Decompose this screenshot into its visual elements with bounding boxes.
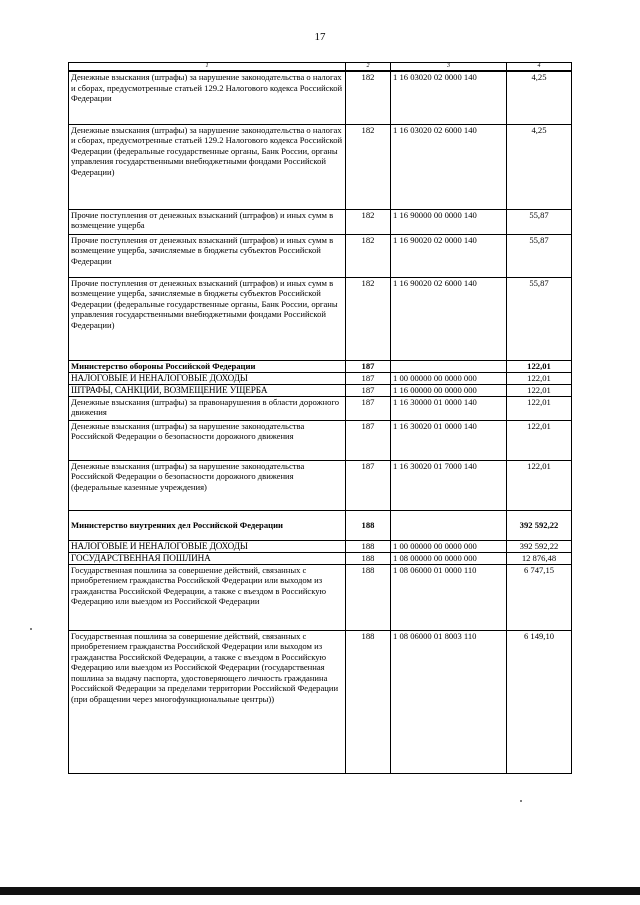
row-amount: 122,01 bbox=[507, 460, 572, 510]
row-admin-code: 188 bbox=[346, 564, 391, 630]
table-row bbox=[69, 372, 572, 384]
row-name: НАЛОГОВЫЕ И НЕНАЛОГОВЫЕ ДОХОДЫ bbox=[69, 540, 346, 552]
row-budget-code: 1 16 03020 02 0000 140 bbox=[391, 71, 507, 124]
row-name: Денежные взыскания (штрафы) за нарушение законодательства Российской Федерации о безопасности дорожного движения bbox=[69, 420, 346, 460]
row-admin-code: 188 bbox=[346, 540, 391, 552]
table-header-row bbox=[69, 63, 572, 72]
row-budget-code: 1 08 00000 00 0000 000 bbox=[391, 552, 507, 564]
row-amount: 4,25 bbox=[507, 71, 572, 124]
row-admin-code: 187 bbox=[346, 460, 391, 510]
table-row bbox=[69, 564, 572, 630]
row-name: Денежные взыскания (штрафы) за нарушение законодательства о налогах и сборах, предусмотренные статьей 129.2 Налогового кодекса Российской Федерации (федеральные государственные органы, Банк России, органы управления государственными внебюджетными фондами Российской Федерации) bbox=[69, 124, 346, 209]
table-row bbox=[69, 552, 572, 564]
row-name: Денежные взыскания (штрафы) за нарушение законодательства о налогах и сборах, предусмотренные статьей 129.2 Налогового кодекса Российской Федерации bbox=[69, 71, 346, 124]
header-col-2: 2 bbox=[346, 63, 391, 72]
table-row bbox=[69, 630, 572, 773]
row-budget-code: 1 16 30020 01 7000 140 bbox=[391, 460, 507, 510]
row-amount: 392 592,22 bbox=[507, 540, 572, 552]
table-row bbox=[69, 71, 572, 124]
row-amount: 6 747,15 bbox=[507, 564, 572, 630]
row-amount: 122,01 bbox=[507, 420, 572, 460]
table-row bbox=[69, 209, 572, 234]
row-amount: 4,25 bbox=[507, 124, 572, 209]
table-row bbox=[69, 277, 572, 360]
row-budget-code: 1 16 30000 01 0000 140 bbox=[391, 396, 507, 420]
row-name: ГОСУДАРСТВЕННАЯ ПОШЛИНА bbox=[69, 552, 346, 564]
row-name: Прочие поступления от денежных взысканий (штрафов) и иных сумм в возмещение ущерба, зачисляемые в бюджеты субъектов Российской Федерации (федеральные государственные органы, Банк России, органы управления государственными внебюджетными фондами Российской Федерации) bbox=[69, 277, 346, 360]
header-col-4: 4 bbox=[507, 63, 572, 72]
row-name: Денежные взыскания (штрафы) за нарушение законодательства Российской Федерации о безопасности дорожного движения (федеральные казенные учреждения) bbox=[69, 460, 346, 510]
row-name: Министерство внутренних дел Российской Федерации bbox=[69, 510, 346, 540]
row-amount: 6 149,10 bbox=[507, 630, 572, 773]
revenue-table bbox=[68, 62, 572, 774]
row-name: Государственная пошлина за совершение действий, связанных с приобретением гражданства Российской Федерации или выходом из гражданства Российской Федерации, а также с въездом в Российскую Федерацию или выездом из Российской Федерации (государственная пошлина за выдачу паспорта, удостоверяющего личность гражданина Российской Федерации за пределами территории Российской Федерации (при обращении через многофункциональные центры)) bbox=[69, 630, 346, 773]
row-admin-code: 188 bbox=[346, 552, 391, 564]
row-admin-code: 182 bbox=[346, 71, 391, 124]
row-budget-code: 1 16 90000 00 0000 140 bbox=[391, 209, 507, 234]
row-admin-code: 187 bbox=[346, 396, 391, 420]
row-name: Министерство обороны Российской Федерации bbox=[69, 360, 346, 372]
scan-speck bbox=[30, 628, 32, 630]
row-budget-code: 1 16 90020 02 0000 140 bbox=[391, 234, 507, 277]
row-budget-code: 1 16 00000 00 0000 000 bbox=[391, 384, 507, 396]
row-name: Денежные взыскания (штрафы) за правонарушения в области дорожного движения bbox=[69, 396, 346, 420]
table-row-ministry bbox=[69, 510, 572, 540]
row-budget-code: 1 08 06000 01 0000 110 bbox=[391, 564, 507, 630]
table-row-ministry bbox=[69, 360, 572, 372]
header-col-3: 3 bbox=[391, 63, 507, 72]
row-amount: 55,87 bbox=[507, 277, 572, 360]
row-admin-code: 188 bbox=[346, 510, 391, 540]
row-amount: 122,01 bbox=[507, 396, 572, 420]
row-budget-code: 1 16 30020 01 0000 140 bbox=[391, 420, 507, 460]
row-budget-code: 1 08 06000 01 8003 110 bbox=[391, 630, 507, 773]
scan-edge-bar bbox=[0, 887, 640, 895]
row-amount: 12 876,48 bbox=[507, 552, 572, 564]
row-amount: 55,87 bbox=[507, 209, 572, 234]
row-name: Прочие поступления от денежных взысканий (штрафов) и иных сумм в возмещение ущерба bbox=[69, 209, 346, 234]
row-amount: 392 592,22 bbox=[507, 510, 572, 540]
row-budget-code bbox=[391, 510, 507, 540]
table-row bbox=[69, 540, 572, 552]
row-admin-code: 187 bbox=[346, 384, 391, 396]
table-row bbox=[69, 384, 572, 396]
row-admin-code: 187 bbox=[346, 360, 391, 372]
row-amount: 122,01 bbox=[507, 372, 572, 384]
row-admin-code: 182 bbox=[346, 124, 391, 209]
row-budget-code: 1 16 90020 02 6000 140 bbox=[391, 277, 507, 360]
row-amount: 122,01 bbox=[507, 360, 572, 372]
row-admin-code: 182 bbox=[346, 209, 391, 234]
row-admin-code: 187 bbox=[346, 372, 391, 384]
table-row bbox=[69, 420, 572, 460]
row-admin-code: 187 bbox=[346, 420, 391, 460]
table-row bbox=[69, 396, 572, 420]
row-name: НАЛОГОВЫЕ И НЕНАЛОГОВЫЕ ДОХОДЫ bbox=[69, 372, 346, 384]
table-row bbox=[69, 234, 572, 277]
row-budget-code: 1 16 03020 02 6000 140 bbox=[391, 124, 507, 209]
row-admin-code: 182 bbox=[346, 277, 391, 360]
page-number: 17 bbox=[314, 31, 326, 43]
table-row bbox=[69, 460, 572, 510]
row-amount: 55,87 bbox=[507, 234, 572, 277]
row-budget-code bbox=[391, 360, 507, 372]
row-budget-code: 1 00 00000 00 0000 000 bbox=[391, 540, 507, 552]
table-row bbox=[69, 124, 572, 209]
row-admin-code: 182 bbox=[346, 234, 391, 277]
row-amount: 122,01 bbox=[507, 384, 572, 396]
header-col-1: 1 bbox=[69, 63, 346, 72]
row-admin-code: 188 bbox=[346, 630, 391, 773]
row-name: Государственная пошлина за совершение действий, связанных с приобретением гражданства Российской Федерации или выходом из гражданства Российской Федерации, а также с въездом в Российскую Федерацию или выездом из Российской Федерации bbox=[69, 564, 346, 630]
scan-speck bbox=[520, 800, 522, 802]
row-name: Прочие поступления от денежных взысканий (штрафов) и иных сумм в возмещение ущерба, зачисляемые в бюджеты субъектов Российской Федерации bbox=[69, 234, 346, 277]
row-name: ШТРАФЫ, САНКЦИИ, ВОЗМЕЩЕНИЕ УЩЕРБА bbox=[69, 384, 346, 396]
row-budget-code: 1 00 00000 00 0000 000 bbox=[391, 372, 507, 384]
